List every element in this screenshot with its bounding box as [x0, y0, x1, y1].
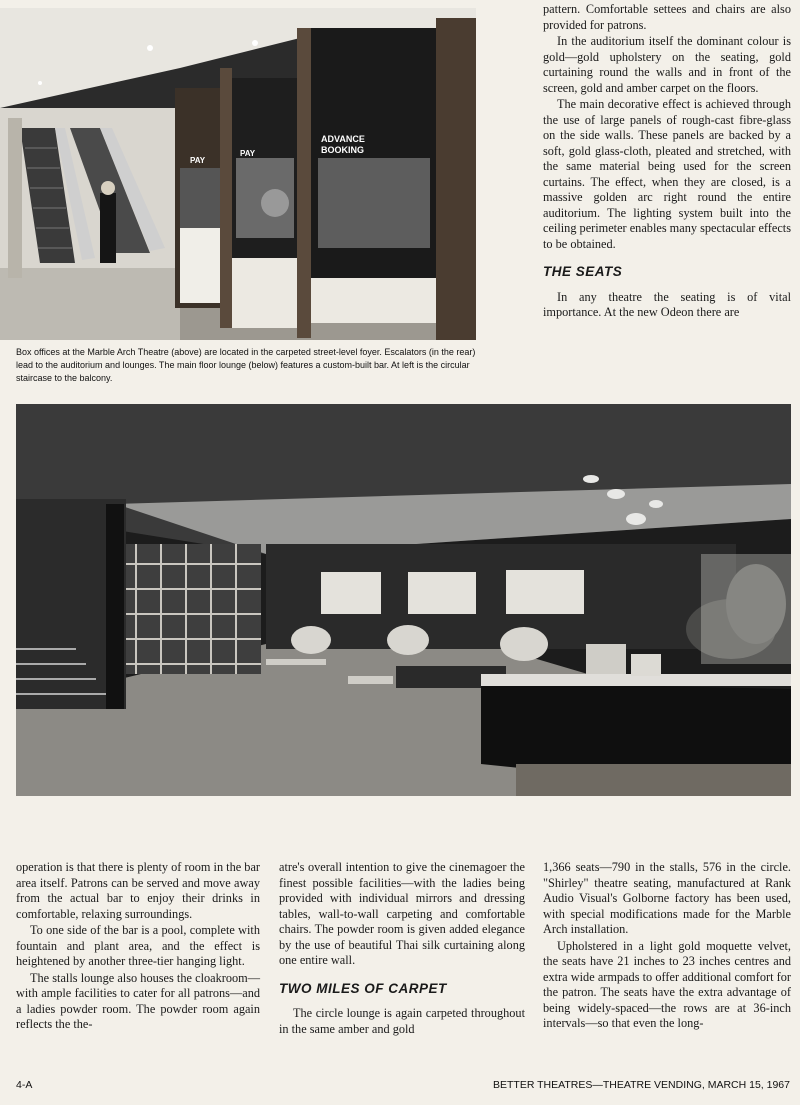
- section-heading-carpet: TWO MILES OF CARPET: [279, 980, 447, 996]
- bottom-column-2: [279, 860, 525, 1037]
- booking-sign: BOOKING: [321, 145, 365, 155]
- paragraph: The circle lounge is again carpeted throughout in the same amber and gold: [279, 1006, 525, 1036]
- bottom-column-3: [543, 860, 791, 1032]
- paragraph: To one side of the bar is a pool, complete with fountain and plant area, and the effect is heightened by another three-tier hanging light.: [16, 923, 260, 968]
- paragraph: The main decorative effect is achieved through the use of large panels of rough-cast fibre-glass on the side walls. These panels are backed by a soft, gold glass-cloth, pleated and stretched, with the same material being used for the screen curtains. The effect, when they are closed, is a massive golden arc right round the entire auditorium. The lighting system built into the ceiling perimeter enables many spectacular effects to be obtained.: [543, 97, 791, 251]
- publication-line: BETTER THEATRES—THEATRE VENDING, MARCH 15, 1967: [493, 1079, 790, 1091]
- photo-caption: Box offices at the Marble Arch Theatre (above) are located in the carpeted street-level foyer. Escalators (in the rear) lead to the auditorium and lounges. The main floor lounge (below) features a custom-built bar. At left is the circular staircase to the balcony.: [16, 347, 476, 383]
- paragraph: The stalls lounge also houses the cloakroom—with ample facilities to cater for all patrons—and a ladies powder room. The powder room again reflects the the-: [16, 970, 260, 1031]
- pay-sign-1: PAY: [190, 156, 206, 165]
- paragraph: In any theatre the seating is of vital importance. At the new Odeon there are: [543, 289, 791, 319]
- pay-sign-2: PAY: [240, 149, 256, 158]
- paragraph: operation is that there is plenty of room in the bar area itself. Patrons can be served and move away from the actual bar to enjoy their drinks in comfortable, relaxing surroundings.: [16, 860, 260, 921]
- paragraph: 1,366 seats—790 in the stalls, 576 in the circle. "Shirley" theatre seating, manufactured at Rank Audio Visual's Golborne factory has been used, with special modifications made for the Marble Arch installation.: [543, 860, 791, 936]
- right-column-text: [543, 2, 791, 321]
- paragraph: Upholstered in a light gold moquette velvet, the seats have 21 inches to 23 inches centres and extra wide armpads to offer additional comfort for the patron. The seats have the extra advantage of being widely-spaced—the rows are at 36-inch intervals—so that even the long-: [543, 938, 791, 1030]
- paragraph: pattern. Comfortable settees and chairs are also provided for patrons.: [543, 2, 791, 32]
- page-number: 4-A: [16, 1079, 33, 1091]
- advance-sign: ADVANCE: [321, 134, 365, 144]
- paragraph: In the auditorium itself the dominant colour is gold—gold upholstery on the seating, gold curtaining round the walls and in front of the screen, gold and amber carpet on the floors.: [543, 34, 791, 95]
- paragraph: atre's overall intention to give the cinemagoer the finest possible facilities—with the ladies being provided with individual mirrors and dressing tables, wall-to-wall carpeting and comfortable chairs. The powder room is given added elegance by the use of beautiful Thai silk curtaining along one entire wall.: [279, 860, 525, 967]
- section-heading-seats: THE SEATS: [543, 264, 623, 279]
- box-office-photo: [0, 8, 476, 340]
- bottom-column-1: [16, 860, 260, 1033]
- lounge-illustration: [16, 404, 791, 796]
- lounge-photo: [16, 404, 791, 796]
- box-office-illustration: [0, 8, 476, 340]
